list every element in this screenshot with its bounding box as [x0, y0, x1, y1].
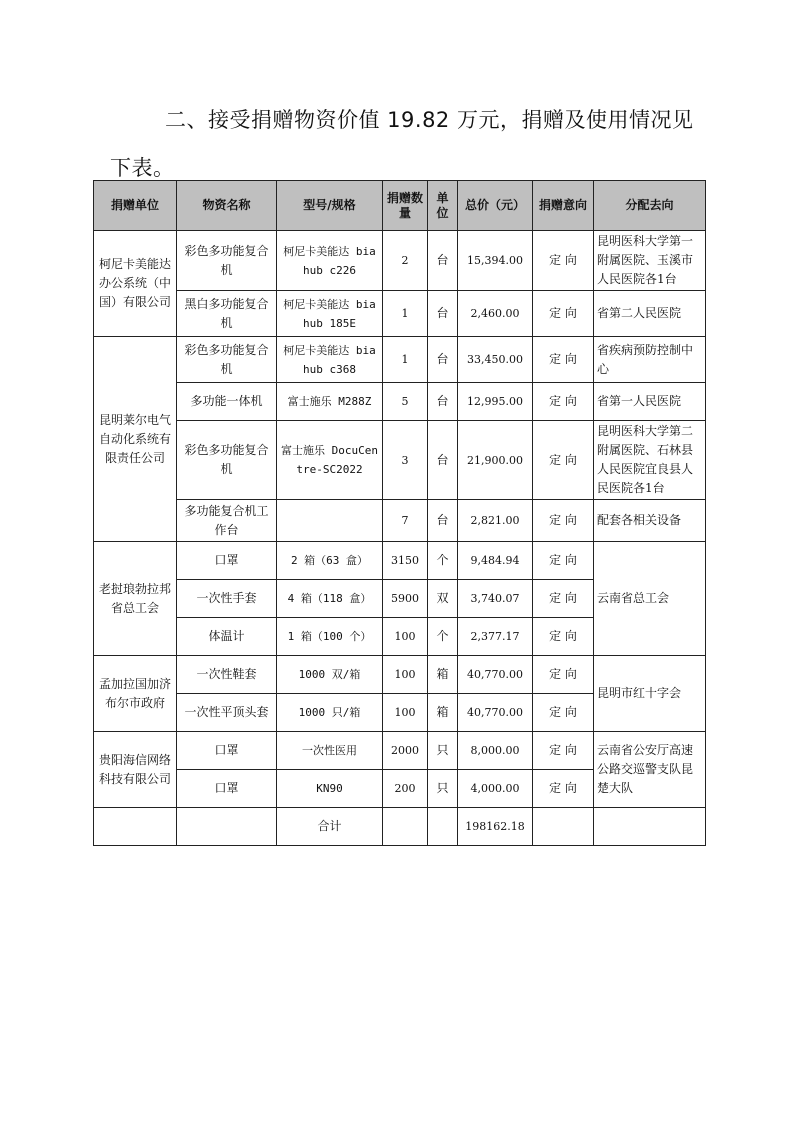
intent-cell: 定 向 — [533, 732, 594, 770]
total-price-cell: 40,770.00 — [458, 694, 533, 732]
qty-cell: 2000 — [383, 732, 428, 770]
model-cell: 柯尼卡美能达 biahub c226 — [277, 231, 383, 291]
unit-cell: 只 — [428, 770, 458, 808]
total-price-cell: 40,770.00 — [458, 656, 533, 694]
qty-cell: 100 — [383, 694, 428, 732]
unit-cell: 只 — [428, 732, 458, 770]
qty-cell: 1 — [383, 337, 428, 383]
destination-cell: 云南省公安厅高速公路交巡警支队昆楚大队 — [594, 732, 706, 808]
donor-cell: 贵阳海信网络科技有限公司 — [94, 732, 177, 808]
donor-cell: 柯尼卡美能达办公系统（中国）有限公司 — [94, 231, 177, 337]
total-value: 198162.18 — [458, 808, 533, 846]
intent-cell: 定 向 — [533, 542, 594, 580]
header-donor: 捐赠单位 — [94, 181, 177, 231]
table-body — [94, 231, 706, 808]
unit-cell: 台 — [428, 383, 458, 421]
intent-cell: 定 向 — [533, 500, 594, 542]
total-price-cell: 12,995.00 — [458, 383, 533, 421]
item-cell: 口罩 — [177, 542, 277, 580]
item-cell: 多功能一体机 — [177, 383, 277, 421]
total-price-cell: 21,900.00 — [458, 421, 533, 500]
donor-cell: 孟加拉国加济布尔市政府 — [94, 656, 177, 732]
total-price-cell: 9,484.94 — [458, 542, 533, 580]
destination-cell: 省第二人民医院 — [594, 291, 706, 337]
qty-cell: 5 — [383, 383, 428, 421]
qty-cell: 3 — [383, 421, 428, 500]
unit-cell: 箱 — [428, 694, 458, 732]
unit-cell: 台 — [428, 500, 458, 542]
total-empty-cell — [594, 808, 706, 846]
header-intent: 捐赠意向 — [533, 181, 594, 231]
intent-cell: 定 向 — [533, 770, 594, 808]
header-model: 型号/规格 — [277, 181, 383, 231]
model-cell: 富士施乐 DocuCentre-SC2022 — [277, 421, 383, 500]
model-cell: 2 箱（63 盒） — [277, 542, 383, 580]
donor-cell: 昆明莱尔电气自动化系统有限责任公司 — [94, 337, 177, 542]
model-cell: 1000 双/箱 — [277, 656, 383, 694]
table-row — [94, 337, 706, 383]
qty-cell: 200 — [383, 770, 428, 808]
table-row — [94, 732, 706, 770]
qty-cell: 2 — [383, 231, 428, 291]
item-cell: 彩色多功能复合机 — [177, 337, 277, 383]
intent-cell: 定 向 — [533, 231, 594, 291]
item-cell: 彩色多功能复合机 — [177, 421, 277, 500]
intent-cell: 定 向 — [533, 337, 594, 383]
total-price-cell: 4,000.00 — [458, 770, 533, 808]
unit-cell: 台 — [428, 231, 458, 291]
header-unit: 单位 — [428, 181, 458, 231]
intent-cell: 定 向 — [533, 291, 594, 337]
header-qty: 捐赠数量 — [383, 181, 428, 231]
table-row — [94, 542, 706, 580]
item-cell: 一次性手套 — [177, 580, 277, 618]
destination-cell: 昆明医科大学第一附属医院、玉溪市人民医院各1台 — [594, 231, 706, 291]
total-price-cell: 15,394.00 — [458, 231, 533, 291]
unit-cell: 个 — [428, 542, 458, 580]
unit-cell: 台 — [428, 421, 458, 500]
qty-cell: 100 — [383, 656, 428, 694]
heading-line-2: 下表。 — [110, 156, 175, 180]
qty-cell: 1 — [383, 291, 428, 337]
table-row — [94, 421, 706, 500]
table-row — [94, 383, 706, 421]
model-cell: 富士施乐 M288Z — [277, 383, 383, 421]
total-empty-cell — [533, 808, 594, 846]
total-empty-cell — [177, 808, 277, 846]
intent-cell: 定 向 — [533, 383, 594, 421]
total-row — [94, 808, 706, 846]
item-cell: 体温计 — [177, 618, 277, 656]
total-price-cell: 8,000.00 — [458, 732, 533, 770]
total-empty-cell — [94, 808, 177, 846]
unit-cell: 台 — [428, 337, 458, 383]
item-cell: 口罩 — [177, 732, 277, 770]
model-cell: 一次性医用 — [277, 732, 383, 770]
intent-cell: 定 向 — [533, 618, 594, 656]
destination-cell: 配套各相关设备 — [594, 500, 706, 542]
donation-table — [93, 180, 706, 846]
destination-cell: 昆明市红十字会 — [594, 656, 706, 732]
destination-cell: 省疾病预防控制中心 — [594, 337, 706, 383]
total-price-cell: 2,377.17 — [458, 618, 533, 656]
model-cell: KN90 — [277, 770, 383, 808]
qty-cell: 5900 — [383, 580, 428, 618]
item-cell: 口罩 — [177, 770, 277, 808]
model-cell: 1 箱（100 个） — [277, 618, 383, 656]
intent-cell: 定 向 — [533, 694, 594, 732]
header-total: 总价（元） — [458, 181, 533, 231]
destination-cell: 省第一人民医院 — [594, 383, 706, 421]
unit-cell: 双 — [428, 580, 458, 618]
intent-cell: 定 向 — [533, 656, 594, 694]
qty-cell: 7 — [383, 500, 428, 542]
table-header-row — [94, 181, 706, 231]
model-cell: 1000 只/箱 — [277, 694, 383, 732]
model-cell: 4 箱（118 盒） — [277, 580, 383, 618]
table-row — [94, 231, 706, 291]
model-cell: 柯尼卡美能达 biahub 185E — [277, 291, 383, 337]
total-price-cell: 2,821.00 — [458, 500, 533, 542]
section-heading — [110, 96, 710, 192]
total-price-cell: 33,450.00 — [458, 337, 533, 383]
donor-cell: 老挝琅勃拉邦省总工会 — [94, 542, 177, 656]
total-empty-cell — [383, 808, 428, 846]
table-row — [94, 291, 706, 337]
item-cell: 黑白多功能复合机 — [177, 291, 277, 337]
total-empty-cell — [428, 808, 458, 846]
table-row — [94, 500, 706, 542]
heading-line-1: 二、接受捐赠物资价值 19.82 万元，捐赠及使用情况见 — [165, 108, 694, 132]
table-row — [94, 656, 706, 694]
total-price-cell: 3,740.07 — [458, 580, 533, 618]
total-label: 合计 — [277, 808, 383, 846]
item-cell: 一次性平顶头套 — [177, 694, 277, 732]
unit-cell: 台 — [428, 291, 458, 337]
unit-cell: 个 — [428, 618, 458, 656]
intent-cell: 定 向 — [533, 421, 594, 500]
item-cell: 彩色多功能复合机 — [177, 231, 277, 291]
header-destination: 分配去向 — [594, 181, 706, 231]
intent-cell: 定 向 — [533, 580, 594, 618]
item-cell: 一次性鞋套 — [177, 656, 277, 694]
qty-cell: 100 — [383, 618, 428, 656]
header-item: 物资名称 — [177, 181, 277, 231]
destination-cell: 昆明医科大学第二附属医院、石林县人民医院宜良县人民医院各1台 — [594, 421, 706, 500]
unit-cell: 箱 — [428, 656, 458, 694]
destination-cell: 云南省总工会 — [594, 542, 706, 656]
item-cell: 多功能复合机工作台 — [177, 500, 277, 542]
model-cell: 柯尼卡美能达 biahub c368 — [277, 337, 383, 383]
model-cell — [277, 500, 383, 542]
qty-cell: 3150 — [383, 542, 428, 580]
total-price-cell: 2,460.00 — [458, 291, 533, 337]
